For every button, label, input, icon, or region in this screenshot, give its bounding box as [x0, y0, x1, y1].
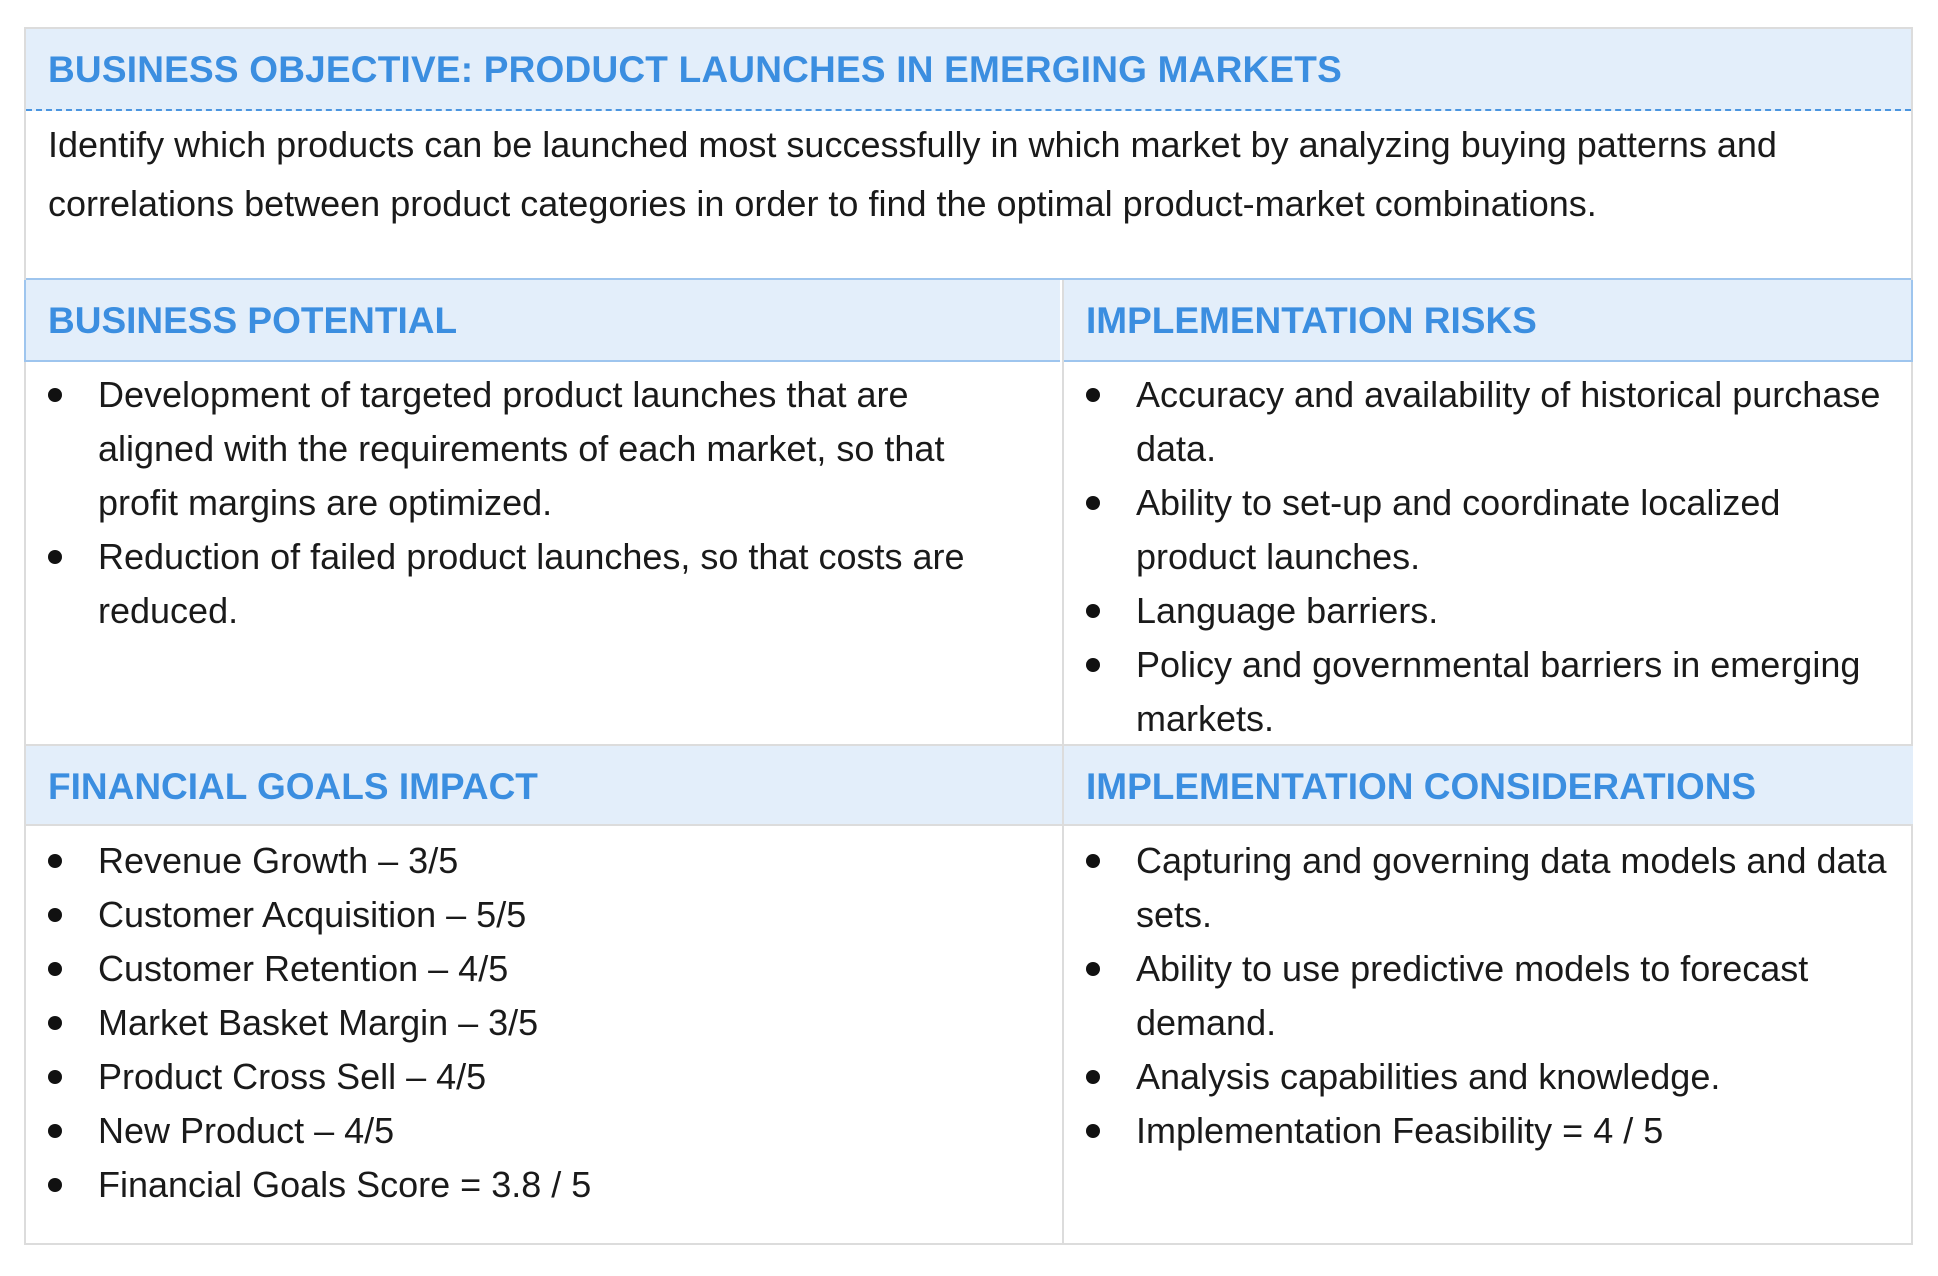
implementation-risks-header	[1064, 280, 1913, 362]
list-item	[26, 368, 1026, 530]
objective-title: BUSINESS OBJECTIVE: PRODUCT LAUNCHES IN EMERGING MARKETS	[48, 49, 1342, 90]
list-item-text: Customer Retention – 4/5	[98, 948, 509, 989]
list-item	[26, 530, 1026, 638]
list-item	[1064, 942, 1894, 1050]
financial-goals-list	[26, 834, 1026, 1212]
bullet-icon	[1086, 1124, 1100, 1138]
objective-header	[26, 29, 1911, 111]
list-item	[1064, 638, 1894, 746]
business-potential-list	[26, 368, 1026, 638]
business-potential-heading: BUSINESS POTENTIAL	[48, 300, 458, 341]
list-item-text: Language barriers.	[1136, 590, 1439, 631]
list-item	[26, 1158, 1026, 1212]
implementation-risks-list	[1064, 368, 1894, 746]
list-item-text: Product Cross Sell – 4/5	[98, 1056, 487, 1097]
list-item-text: Analysis capabilities and knowledge.	[1136, 1056, 1721, 1097]
bullet-icon	[1086, 496, 1100, 510]
bullet-icon	[1086, 388, 1100, 402]
bullet-icon	[48, 388, 62, 402]
bullet-icon	[48, 962, 62, 976]
list-item-text: Revenue Growth – 3/5	[98, 840, 459, 881]
list-item	[1064, 1050, 1894, 1104]
objective-description: Identify which products can be launched most successfully in which market by analyzing buying patterns and correlations between product categories in order to find the optimal product-market combinations.	[48, 124, 1777, 224]
bullet-icon	[48, 1124, 62, 1138]
list-item-text: Capturing and governing data models and data sets.	[1136, 840, 1887, 935]
bullet-icon	[1086, 854, 1100, 868]
bullet-icon	[1086, 604, 1100, 618]
list-item-text: New Product – 4/5	[98, 1110, 395, 1151]
list-item-text: Development of targeted product launches that are aligned with the requirements of each market, so that profit margins are optimized.	[98, 374, 945, 523]
details-grid	[26, 278, 1911, 1243]
list-item	[1064, 368, 1894, 476]
list-item	[1064, 834, 1894, 942]
list-item	[1064, 476, 1894, 584]
bullet-icon	[1086, 658, 1100, 672]
list-item	[26, 996, 1026, 1050]
bullet-icon	[1086, 1070, 1100, 1084]
bullet-icon	[48, 854, 62, 868]
implementation-considerations-list	[1064, 834, 1894, 1158]
bullet-icon	[1086, 962, 1100, 976]
list-item-text: Market Basket Margin – 3/5	[98, 1002, 539, 1043]
bullet-icon	[48, 1016, 62, 1030]
list-item	[26, 888, 1026, 942]
list-item	[26, 1104, 1026, 1158]
list-item	[26, 942, 1026, 996]
list-item-text: Implementation Feasibility = 4 / 5	[1136, 1110, 1664, 1151]
financial-goals-header	[26, 744, 1062, 826]
list-item-text: Ability to use predictive models to forecast demand.	[1136, 948, 1809, 1043]
business-potential-header	[24, 280, 1060, 362]
list-item-text: Accuracy and availability of historical purchase data.	[1136, 374, 1881, 469]
list-item-text: Ability to set-up and coordinate localized product launches.	[1136, 482, 1781, 577]
bullet-icon	[48, 550, 62, 564]
list-item	[1064, 1104, 1894, 1158]
list-item-text: Reduction of failed product launches, so that costs are reduced.	[98, 536, 965, 631]
implementation-considerations-heading: IMPLEMENTATION CONSIDERATIONS	[1086, 766, 1757, 807]
bullet-icon	[48, 1178, 62, 1192]
implementation-risks-heading: IMPLEMENTATION RISKS	[1086, 300, 1537, 341]
business-objective-table	[24, 27, 1913, 1245]
implementation-considerations-header	[1064, 744, 1913, 826]
list-item-text: Policy and governmental barriers in emerging markets.	[1136, 644, 1861, 739]
list-item	[26, 1050, 1026, 1104]
list-item	[1064, 584, 1894, 638]
bullet-icon	[48, 908, 62, 922]
list-item-text: Financial Goals Score = 3.8 / 5	[98, 1164, 592, 1205]
bullet-icon	[48, 1070, 62, 1084]
list-item-text: Customer Acquisition – 5/5	[98, 894, 527, 935]
financial-goals-heading: FINANCIAL GOALS IMPACT	[48, 766, 538, 807]
list-item	[26, 834, 1026, 888]
